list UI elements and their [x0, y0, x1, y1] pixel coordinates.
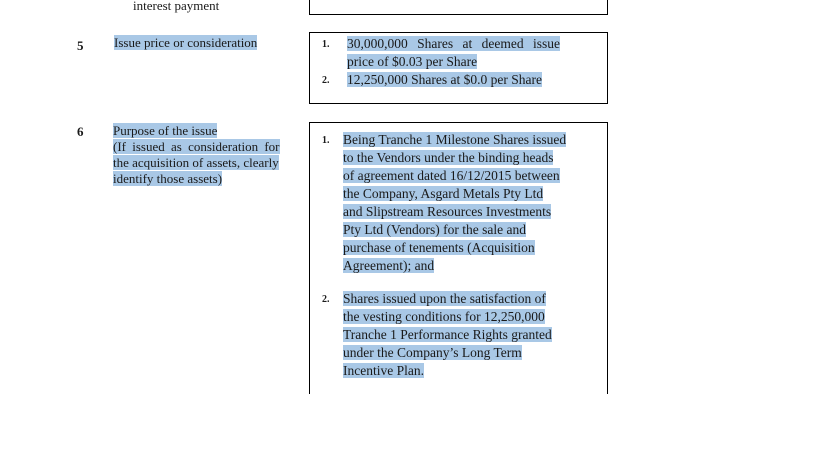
row-6-item-1	[322, 131, 566, 275]
row-6-item-1-line-6: Pty Ltd (Vendors) for the sale and	[343, 222, 526, 237]
row-5-item-1-number: 1.	[322, 39, 330, 50]
row-6-item-1-line-5: and Slipstream Resources Investments	[343, 204, 552, 219]
row-5-item-1-line-2: price of $0.03 per Share	[347, 54, 478, 69]
row-6-item-1-line-4: the Company, Asgard Metals Pty Ltd	[343, 186, 544, 201]
row-6-item-1-line-8: Agreement); and	[343, 258, 435, 273]
row-5-label	[114, 35, 257, 51]
row-6-item-2-line-2: the vesting conditions for 12,250,000	[343, 309, 545, 324]
row-5-item-2-number: 2.	[322, 75, 330, 86]
row-6-label-line-1: Purpose of the issue	[113, 123, 218, 138]
row-6-item-2-line-5: Incentive Plan.	[343, 363, 424, 378]
row-5-item-2	[322, 71, 542, 89]
row-5-item-1-line-1: 30,000,000 Shares at deemed issue	[347, 36, 560, 51]
row-6-item-1-line-1: Being Tranche 1 Milestone Shares issued	[343, 132, 567, 147]
row-6-item-2-line-3: Tranche 1 Performance Rights granted	[343, 327, 552, 342]
row-6-label-line-4: identify those assets)	[113, 171, 223, 186]
row-6-label-line-2: (If issued as consideration for	[113, 139, 280, 154]
previous-answer-box	[309, 0, 608, 15]
previous-row-text: interest payment	[133, 0, 220, 13]
row-6-item-1-number: 1.	[322, 135, 330, 146]
row-6-number: 6	[77, 124, 84, 139]
row-6-label	[113, 123, 305, 187]
row-6-item-2-line-4: under the Company’s Long Term	[343, 345, 522, 360]
row-6-item-1-line-2: to the Vendors under the binding heads	[343, 150, 554, 165]
row-5-label-text: Issue price or consideration	[114, 35, 258, 50]
row-6-item-1-line-7: purchase of tenements (Acquisition	[343, 240, 535, 255]
row-6-item-2-line-1: Shares issued upon the satisfaction of	[343, 291, 546, 306]
row-6-item-1-line-3: of agreement dated 16/12/2015 between	[343, 168, 560, 183]
row-6-item-2-number: 2.	[322, 294, 330, 305]
row-6-label-line-3: the acquisition of assets, clearly	[113, 155, 279, 170]
row-5-item-1	[322, 35, 560, 71]
row-6-item-2	[322, 290, 552, 380]
row-5-number: 5	[77, 38, 84, 53]
row-5-item-2-line-1: 12,250,000 Shares at $0.0 per Share	[347, 72, 542, 87]
